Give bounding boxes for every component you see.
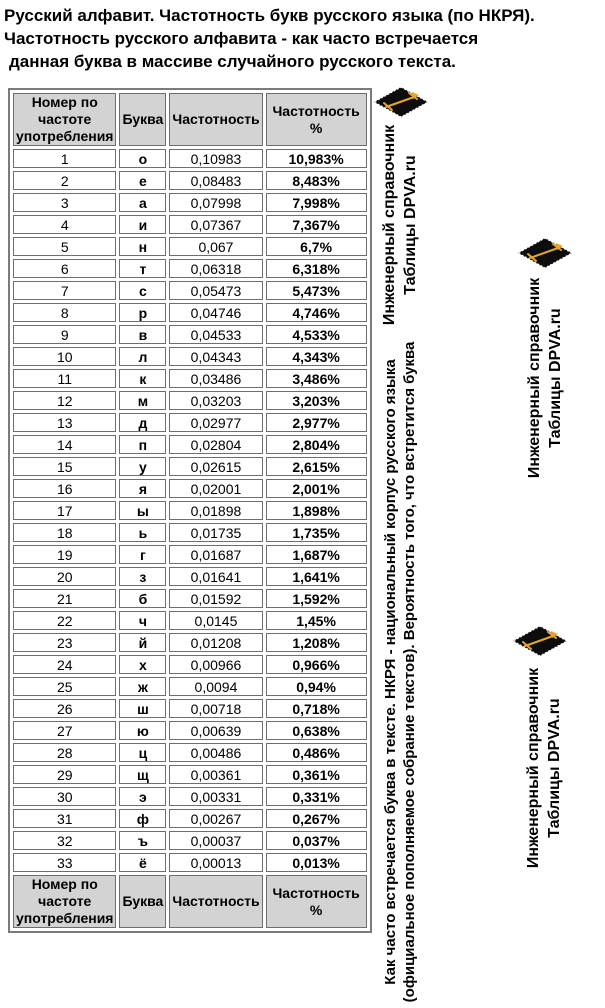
letter-cell: з [119,567,166,586]
table-row [13,413,367,432]
letter-cell: у [119,457,166,476]
table-row [13,303,367,322]
table-header [13,93,367,146]
freq-cell: 0,04343 [169,347,262,366]
rank-cell: 32 [13,831,116,850]
pct-cell: 0,486% [266,743,367,762]
watermark-line2: Таблицы DPVA.ru [547,308,564,448]
table-row [13,523,367,542]
watermark-line1: Инженерный справочник [381,124,398,326]
freq-cell: 0,06318 [169,259,262,278]
letter-cell: д [119,413,166,432]
freq-cell: 0,02615 [169,457,262,476]
freq-cell: 0,05473 [169,281,262,300]
pct-cell: 1,45% [266,611,367,630]
freq-cell: 0,07998 [169,193,262,212]
freq-cell: 0,08483 [169,171,262,190]
letter-cell: г [119,545,166,564]
freq-cell: 0,00718 [169,699,262,718]
letter-cell: х [119,655,166,674]
page-title-line3: данная буква в массиве случайного русского текста. [9,52,456,71]
rank-cell: 7 [13,281,116,300]
letter-cell: и [119,215,166,234]
rank-cell: 30 [13,787,116,806]
rank-cell: 26 [13,699,116,718]
pct-cell: 3,486% [266,369,367,388]
pct-cell: 2,615% [266,457,367,476]
letter-cell: э [119,787,166,806]
pct-cell: 0,331% [266,787,367,806]
table-footer [13,875,367,928]
footer-pct: Частотность % [266,875,367,928]
freq-cell: 0,01898 [169,501,262,520]
pct-cell: 1,735% [266,523,367,542]
pct-cell: 0,638% [266,721,367,740]
freq-cell: 0,04746 [169,303,262,322]
pct-cell: 4,343% [266,347,367,366]
letter-frequency-table [8,88,372,933]
rank-cell: 3 [13,193,116,212]
pct-cell: 7,367% [266,215,367,234]
footnote-text [381,336,419,1008]
letter-cell: а [119,193,166,212]
freq-cell: 0,01687 [169,545,262,564]
letter-cell: ю [119,721,166,740]
rank-cell: 27 [13,721,116,740]
table-row [13,325,367,344]
freq-cell: 0,02001 [169,479,262,498]
pct-cell: 2,001% [266,479,367,498]
pct-cell: 0,94% [266,677,367,696]
freq-cell: 0,10983 [169,149,262,168]
watermark-text [524,268,566,488]
freq-cell: 0,01208 [169,633,262,652]
rank-cell: 21 [13,589,116,608]
rank-cell: 33 [13,853,116,872]
table-row [13,215,367,234]
rank-cell: 5 [13,237,116,256]
table-row [13,743,367,762]
freq-cell: 0,00486 [169,743,262,762]
letter-cell: м [119,391,166,410]
table-row [13,589,367,608]
rank-cell: 4 [13,215,116,234]
pct-cell: 6,318% [266,259,367,278]
header-freq: Частотность [169,93,262,146]
rank-cell: 12 [13,391,116,410]
table-row [13,611,367,630]
freq-cell: 0,00037 [169,831,262,850]
table-row [13,171,367,190]
letter-cell: ь [119,523,166,542]
table-row [13,457,367,476]
table-row [13,347,367,366]
pct-cell: 4,746% [266,303,367,322]
rank-cell: 10 [13,347,116,366]
rank-cell: 17 [13,501,116,520]
footer-letter: Буква [119,875,166,928]
freq-cell: 0,0145 [169,611,262,630]
freq-cell: 0,07367 [169,215,262,234]
letter-cell: ж [119,677,166,696]
letter-cell: ы [119,501,166,520]
table-row [13,149,367,168]
pct-cell: 1,687% [266,545,367,564]
rank-cell: 1 [13,149,116,168]
rank-cell: 14 [13,435,116,454]
rank-cell: 25 [13,677,116,696]
freq-cell: 0,00966 [169,655,262,674]
watermark-text [379,115,421,335]
table-row [13,853,367,872]
header-rank: Номер по частоте употребления [13,93,116,146]
freq-cell: 0,00639 [169,721,262,740]
watermark-line2: Таблицы DPVA.ru [546,698,563,838]
letter-cell: ц [119,743,166,762]
table-header-row [13,93,367,146]
dpva-logo-icon [517,237,573,269]
letter-cell: л [119,347,166,366]
table-row [13,281,367,300]
rank-cell: 2 [13,171,116,190]
pct-cell: 0,013% [266,853,367,872]
letter-cell: ш [119,699,166,718]
pct-cell: 0,037% [266,831,367,850]
table-row [13,479,367,498]
table-row [13,699,367,718]
pct-cell: 6,7% [266,237,367,256]
letter-cell: п [119,435,166,454]
freq-cell: 0,00331 [169,787,262,806]
freq-cell: 0,00267 [169,809,262,828]
rank-cell: 8 [13,303,116,322]
letter-cell: н [119,237,166,256]
dpva-logo-icon [512,625,568,657]
dpva-logo-icon [373,86,429,118]
pct-cell: 3,203% [266,391,367,410]
page-title-line1: Русский алфавит. Частотность букв русского языка (по НКРЯ). [4,6,535,25]
letter-cell: ф [119,809,166,828]
page-title-line2: Частотность русского алфавита - как часто встречается [4,29,479,48]
pct-cell: 1,898% [266,501,367,520]
table-row [13,831,367,850]
watermark-text [523,658,565,878]
watermark-line1: Инженерный справочник [526,277,543,479]
letter-cell: я [119,479,166,498]
freq-cell: 0,01735 [169,523,262,542]
rank-cell: 18 [13,523,116,542]
letter-cell: ъ [119,831,166,850]
table-row [13,259,367,278]
rank-cell: 29 [13,765,116,784]
table-row [13,633,367,652]
table-row [13,677,367,696]
pct-cell: 0,966% [266,655,367,674]
footnote-line1: Как часто встречается буква в тексте. НКРЯ - национальный корпус русского языка [382,359,399,985]
rank-cell: 22 [13,611,116,630]
table-row [13,369,367,388]
watermark-line1: Инженерный справочник [525,667,542,869]
freq-cell: 0,04533 [169,325,262,344]
rank-cell: 20 [13,567,116,586]
table-row [13,545,367,564]
rank-cell: 31 [13,809,116,828]
table-row [13,237,367,256]
letter-cell: ч [119,611,166,630]
letter-cell: р [119,303,166,322]
pct-cell: 0,361% [266,765,367,784]
freq-cell: 0,03203 [169,391,262,410]
pct-cell: 1,592% [266,589,367,608]
table-row [13,655,367,674]
table-row [13,765,367,784]
table-row [13,721,367,740]
footer-freq: Частотность [169,875,262,928]
letter-cell: т [119,259,166,278]
table-row [13,193,367,212]
pct-cell: 8,483% [266,171,367,190]
rank-cell: 6 [13,259,116,278]
table-row [13,391,367,410]
rank-cell: 24 [13,655,116,674]
rank-cell: 19 [13,545,116,564]
freq-cell: 0,02804 [169,435,262,454]
rank-cell: 23 [13,633,116,652]
header-letter: Буква [119,93,166,146]
table-row [13,809,367,828]
letter-cell: ё [119,853,166,872]
letter-cell: щ [119,765,166,784]
table-row [13,501,367,520]
letter-cell: к [119,369,166,388]
freq-cell: 0,01592 [169,589,262,608]
header-pct: Частотность % [266,93,367,146]
pct-cell: 0,718% [266,699,367,718]
letter-cell: в [119,325,166,344]
pct-cell: 1,641% [266,567,367,586]
rank-cell: 11 [13,369,116,388]
table-body [13,149,367,872]
footer-rank: Номер по частоте употребления [13,875,116,928]
letter-cell: о [119,149,166,168]
freq-cell: 0,00361 [169,765,262,784]
table-row [13,567,367,586]
pct-cell: 10,983% [266,149,367,168]
table-row [13,435,367,454]
table-footer-row [13,875,367,928]
pct-cell: 0,267% [266,809,367,828]
rank-cell: 15 [13,457,116,476]
pct-cell: 2,804% [266,435,367,454]
rank-cell: 16 [13,479,116,498]
table-row [13,787,367,806]
letter-cell: с [119,281,166,300]
footnote-line2: (официальное пополняемое собрание текстов). Вероятность того, что встретится буква [401,341,418,1003]
rank-cell: 28 [13,743,116,762]
watermark-line2: Таблицы DPVA.ru [402,155,419,295]
page-title [4,4,584,73]
pct-cell: 7,998% [266,193,367,212]
rank-cell: 13 [13,413,116,432]
freq-cell: 0,02977 [169,413,262,432]
freq-cell: 0,00013 [169,853,262,872]
pct-cell: 5,473% [266,281,367,300]
pct-cell: 4,533% [266,325,367,344]
pct-cell: 2,977% [266,413,367,432]
rank-cell: 9 [13,325,116,344]
freq-cell: 0,03486 [169,369,262,388]
freq-cell: 0,01641 [169,567,262,586]
freq-cell: 0,067 [169,237,262,256]
letter-cell: й [119,633,166,652]
letter-cell: е [119,171,166,190]
freq-cell: 0,0094 [169,677,262,696]
pct-cell: 1,208% [266,633,367,652]
letter-cell: б [119,589,166,608]
